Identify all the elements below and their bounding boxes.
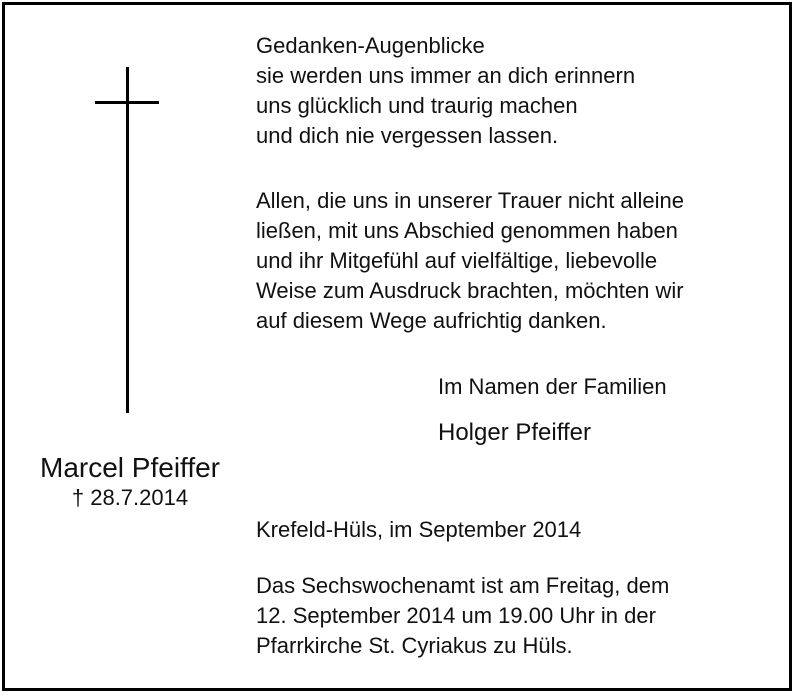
mass-line: 12. September 2014 um 19.00 Uhr in der — [256, 603, 656, 628]
mass-line: Das Sechswochenamt ist am Freitag, dem — [256, 573, 670, 598]
mass-announcement — [256, 571, 669, 661]
poem — [256, 31, 635, 151]
poem-line: uns glücklich und traurig machen — [256, 93, 578, 118]
death-date: † 28.7.2014 — [71, 485, 189, 510]
cross-icon — [126, 67, 129, 413]
thanks-line: auf diesem Wege aufrichtig danken. — [256, 308, 607, 333]
poem-line: sie werden uns immer an dich erinnern — [256, 63, 636, 88]
cross-icon-bar — [95, 101, 159, 104]
place-date: Krefeld-Hüls, im September 2014 — [256, 517, 582, 542]
poem-line: und dich nie vergessen lassen. — [256, 123, 559, 148]
thanks-paragraph — [256, 186, 684, 336]
signer-name: Holger Pfeiffer — [438, 419, 591, 446]
thanks-line: und ihr Mitgefühl auf vielfältige, liebevolle — [256, 248, 658, 273]
thanks-line: Weise zum Ausdruck brachten, möchten wir — [256, 278, 684, 303]
mass-line: Pfarrkirche St. Cyriakus zu Hüls. — [256, 633, 573, 658]
thanks-line: ließen, mit uns Abschied genommen haben — [256, 218, 678, 243]
family-label: Im Namen der Familien — [438, 374, 667, 399]
poem-line: Gedanken-Augenblicke — [256, 33, 485, 58]
thanks-line: Allen, die uns in unserer Trauer nicht alleine — [256, 188, 685, 213]
deceased-name: Marcel Pfeiffer — [40, 452, 220, 483]
